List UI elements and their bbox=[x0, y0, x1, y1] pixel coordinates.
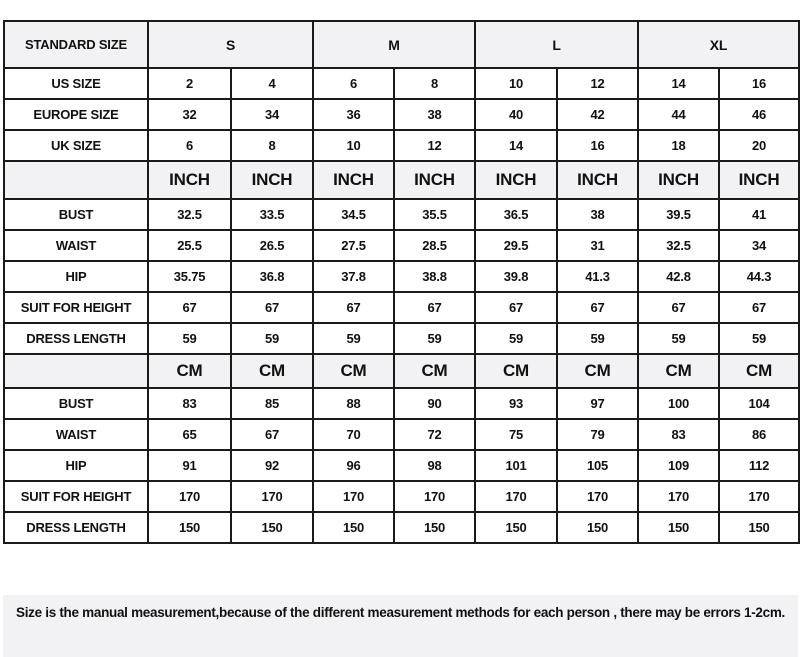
unit-cell: CM bbox=[231, 354, 313, 388]
value-cell: 170 bbox=[638, 481, 719, 512]
value-cell: 75 bbox=[475, 419, 557, 450]
value-cell: 97 bbox=[557, 388, 638, 419]
value-cell: 98 bbox=[394, 450, 475, 481]
value-cell: 92 bbox=[231, 450, 313, 481]
inch-measure-row bbox=[4, 261, 799, 292]
value-cell: 36.5 bbox=[475, 199, 557, 230]
value-cell: 41.3 bbox=[557, 261, 638, 292]
value-cell: 72 bbox=[394, 419, 475, 450]
value-cell: 150 bbox=[475, 512, 557, 543]
value-cell: 150 bbox=[557, 512, 638, 543]
value-cell: 26.5 bbox=[231, 230, 313, 261]
value-cell: 14 bbox=[475, 130, 557, 161]
cm-measure-row bbox=[4, 419, 799, 450]
value-cell: 170 bbox=[231, 481, 313, 512]
value-cell: 67 bbox=[231, 419, 313, 450]
value-cell: 32 bbox=[148, 99, 231, 130]
unit-cell: CM bbox=[475, 354, 557, 388]
value-cell: 96 bbox=[313, 450, 394, 481]
value-cell: 67 bbox=[313, 292, 394, 323]
value-cell: 16 bbox=[719, 68, 799, 99]
value-cell: 39.8 bbox=[475, 261, 557, 292]
value-cell: 42 bbox=[557, 99, 638, 130]
unit-cell: CM bbox=[313, 354, 394, 388]
value-cell: 20 bbox=[719, 130, 799, 161]
value-cell: 150 bbox=[719, 512, 799, 543]
value-cell: 59 bbox=[557, 323, 638, 354]
value-cell: 25.5 bbox=[148, 230, 231, 261]
size-row bbox=[4, 99, 799, 130]
row-label bbox=[4, 354, 148, 388]
value-cell: 67 bbox=[475, 292, 557, 323]
value-cell: 109 bbox=[638, 450, 719, 481]
unit-cell: INCH bbox=[394, 161, 475, 199]
value-cell: 79 bbox=[557, 419, 638, 450]
value-cell: 4 bbox=[231, 68, 313, 99]
row-label: WAIST bbox=[4, 419, 148, 450]
value-cell: 150 bbox=[231, 512, 313, 543]
value-cell: 6 bbox=[148, 130, 231, 161]
value-cell: 85 bbox=[231, 388, 313, 419]
value-cell: 67 bbox=[719, 292, 799, 323]
value-cell: 67 bbox=[231, 292, 313, 323]
value-cell: 42.8 bbox=[638, 261, 719, 292]
value-cell: 67 bbox=[394, 292, 475, 323]
value-cell: 93 bbox=[475, 388, 557, 419]
value-cell: 150 bbox=[313, 512, 394, 543]
header-label: STANDARD SIZE bbox=[4, 21, 148, 68]
value-cell: 91 bbox=[148, 450, 231, 481]
value-cell: 18 bbox=[638, 130, 719, 161]
row-label: WAIST bbox=[4, 230, 148, 261]
unit-cell: INCH bbox=[231, 161, 313, 199]
inch-measure-row bbox=[4, 323, 799, 354]
value-cell: 38.8 bbox=[394, 261, 475, 292]
row-label: UK SIZE bbox=[4, 130, 148, 161]
row-label: BUST bbox=[4, 388, 148, 419]
row-label: SUIT FOR HEIGHT bbox=[4, 481, 148, 512]
value-cell: 86 bbox=[719, 419, 799, 450]
value-cell: 29.5 bbox=[475, 230, 557, 261]
value-cell: 170 bbox=[148, 481, 231, 512]
value-cell: 59 bbox=[231, 323, 313, 354]
value-cell: 34 bbox=[719, 230, 799, 261]
value-cell: 10 bbox=[475, 68, 557, 99]
value-cell: 90 bbox=[394, 388, 475, 419]
value-cell: 150 bbox=[638, 512, 719, 543]
unit-cell: INCH bbox=[148, 161, 231, 199]
value-cell: 59 bbox=[148, 323, 231, 354]
inch-measure-row bbox=[4, 199, 799, 230]
unit-cell: INCH bbox=[638, 161, 719, 199]
value-cell: 12 bbox=[394, 130, 475, 161]
value-cell: 112 bbox=[719, 450, 799, 481]
value-cell: 170 bbox=[557, 481, 638, 512]
cm-measure-row bbox=[4, 512, 799, 543]
header-row bbox=[4, 21, 799, 68]
group-s: S bbox=[148, 21, 313, 68]
inch-unit-row bbox=[4, 161, 799, 199]
value-cell: 88 bbox=[313, 388, 394, 419]
value-cell: 38 bbox=[557, 199, 638, 230]
value-cell: 59 bbox=[394, 323, 475, 354]
value-cell: 8 bbox=[394, 68, 475, 99]
unit-cell: INCH bbox=[475, 161, 557, 199]
value-cell: 41 bbox=[719, 199, 799, 230]
value-cell: 65 bbox=[148, 419, 231, 450]
value-cell: 28.5 bbox=[394, 230, 475, 261]
value-cell: 16 bbox=[557, 130, 638, 161]
row-label: HIP bbox=[4, 450, 148, 481]
value-cell: 46 bbox=[719, 99, 799, 130]
row-label: HIP bbox=[4, 261, 148, 292]
value-cell: 101 bbox=[475, 450, 557, 481]
value-cell: 40 bbox=[475, 99, 557, 130]
value-cell: 100 bbox=[638, 388, 719, 419]
value-cell: 104 bbox=[719, 388, 799, 419]
value-cell: 59 bbox=[719, 323, 799, 354]
value-cell: 35.75 bbox=[148, 261, 231, 292]
value-cell: 38 bbox=[394, 99, 475, 130]
value-cell: 105 bbox=[557, 450, 638, 481]
value-cell: 31 bbox=[557, 230, 638, 261]
group-l: L bbox=[475, 21, 638, 68]
value-cell: 170 bbox=[475, 481, 557, 512]
group-m: M bbox=[313, 21, 475, 68]
value-cell: 14 bbox=[638, 68, 719, 99]
unit-cell: INCH bbox=[719, 161, 799, 199]
value-cell: 2 bbox=[148, 68, 231, 99]
value-cell: 67 bbox=[557, 292, 638, 323]
value-cell: 150 bbox=[148, 512, 231, 543]
value-cell: 70 bbox=[313, 419, 394, 450]
size-row bbox=[4, 68, 799, 99]
cm-measure-row bbox=[4, 481, 799, 512]
value-cell: 32.5 bbox=[638, 230, 719, 261]
size-row bbox=[4, 130, 799, 161]
value-cell: 39.5 bbox=[638, 199, 719, 230]
row-label: EUROPE SIZE bbox=[4, 99, 148, 130]
value-cell: 36.8 bbox=[231, 261, 313, 292]
inch-measure-row bbox=[4, 230, 799, 261]
unit-cell: CM bbox=[719, 354, 799, 388]
value-cell: 67 bbox=[148, 292, 231, 323]
value-cell: 67 bbox=[638, 292, 719, 323]
unit-cell: CM bbox=[394, 354, 475, 388]
value-cell: 59 bbox=[638, 323, 719, 354]
measurement-note: Size is the manual measurement,because of the different measurement methods for each person , there may be errors 1-2cm. bbox=[3, 595, 798, 657]
cm-measure-row bbox=[4, 450, 799, 481]
value-cell: 83 bbox=[148, 388, 231, 419]
value-cell: 44.3 bbox=[719, 261, 799, 292]
value-cell: 8 bbox=[231, 130, 313, 161]
value-cell: 34 bbox=[231, 99, 313, 130]
cm-measure-row bbox=[4, 388, 799, 419]
value-cell: 150 bbox=[394, 512, 475, 543]
value-cell: 27.5 bbox=[313, 230, 394, 261]
unit-cell: INCH bbox=[313, 161, 394, 199]
unit-cell: CM bbox=[148, 354, 231, 388]
unit-cell: CM bbox=[557, 354, 638, 388]
value-cell: 33.5 bbox=[231, 199, 313, 230]
unit-cell: INCH bbox=[557, 161, 638, 199]
value-cell: 59 bbox=[475, 323, 557, 354]
value-cell: 34.5 bbox=[313, 199, 394, 230]
value-cell: 36 bbox=[313, 99, 394, 130]
value-cell: 37.8 bbox=[313, 261, 394, 292]
size-chart-table bbox=[3, 20, 800, 544]
cm-unit-row bbox=[4, 354, 799, 388]
value-cell: 35.5 bbox=[394, 199, 475, 230]
row-label: DRESS LENGTH bbox=[4, 512, 148, 543]
value-cell: 32.5 bbox=[148, 199, 231, 230]
row-label: DRESS LENGTH bbox=[4, 323, 148, 354]
value-cell: 170 bbox=[313, 481, 394, 512]
value-cell: 6 bbox=[313, 68, 394, 99]
unit-cell: CM bbox=[638, 354, 719, 388]
value-cell: 83 bbox=[638, 419, 719, 450]
value-cell: 44 bbox=[638, 99, 719, 130]
row-label: SUIT FOR HEIGHT bbox=[4, 292, 148, 323]
value-cell: 170 bbox=[394, 481, 475, 512]
row-label bbox=[4, 161, 148, 199]
value-cell: 59 bbox=[313, 323, 394, 354]
value-cell: 12 bbox=[557, 68, 638, 99]
value-cell: 10 bbox=[313, 130, 394, 161]
row-label: US SIZE bbox=[4, 68, 148, 99]
value-cell: 170 bbox=[719, 481, 799, 512]
inch-measure-row bbox=[4, 292, 799, 323]
group-xl: XL bbox=[638, 21, 799, 68]
row-label: BUST bbox=[4, 199, 148, 230]
